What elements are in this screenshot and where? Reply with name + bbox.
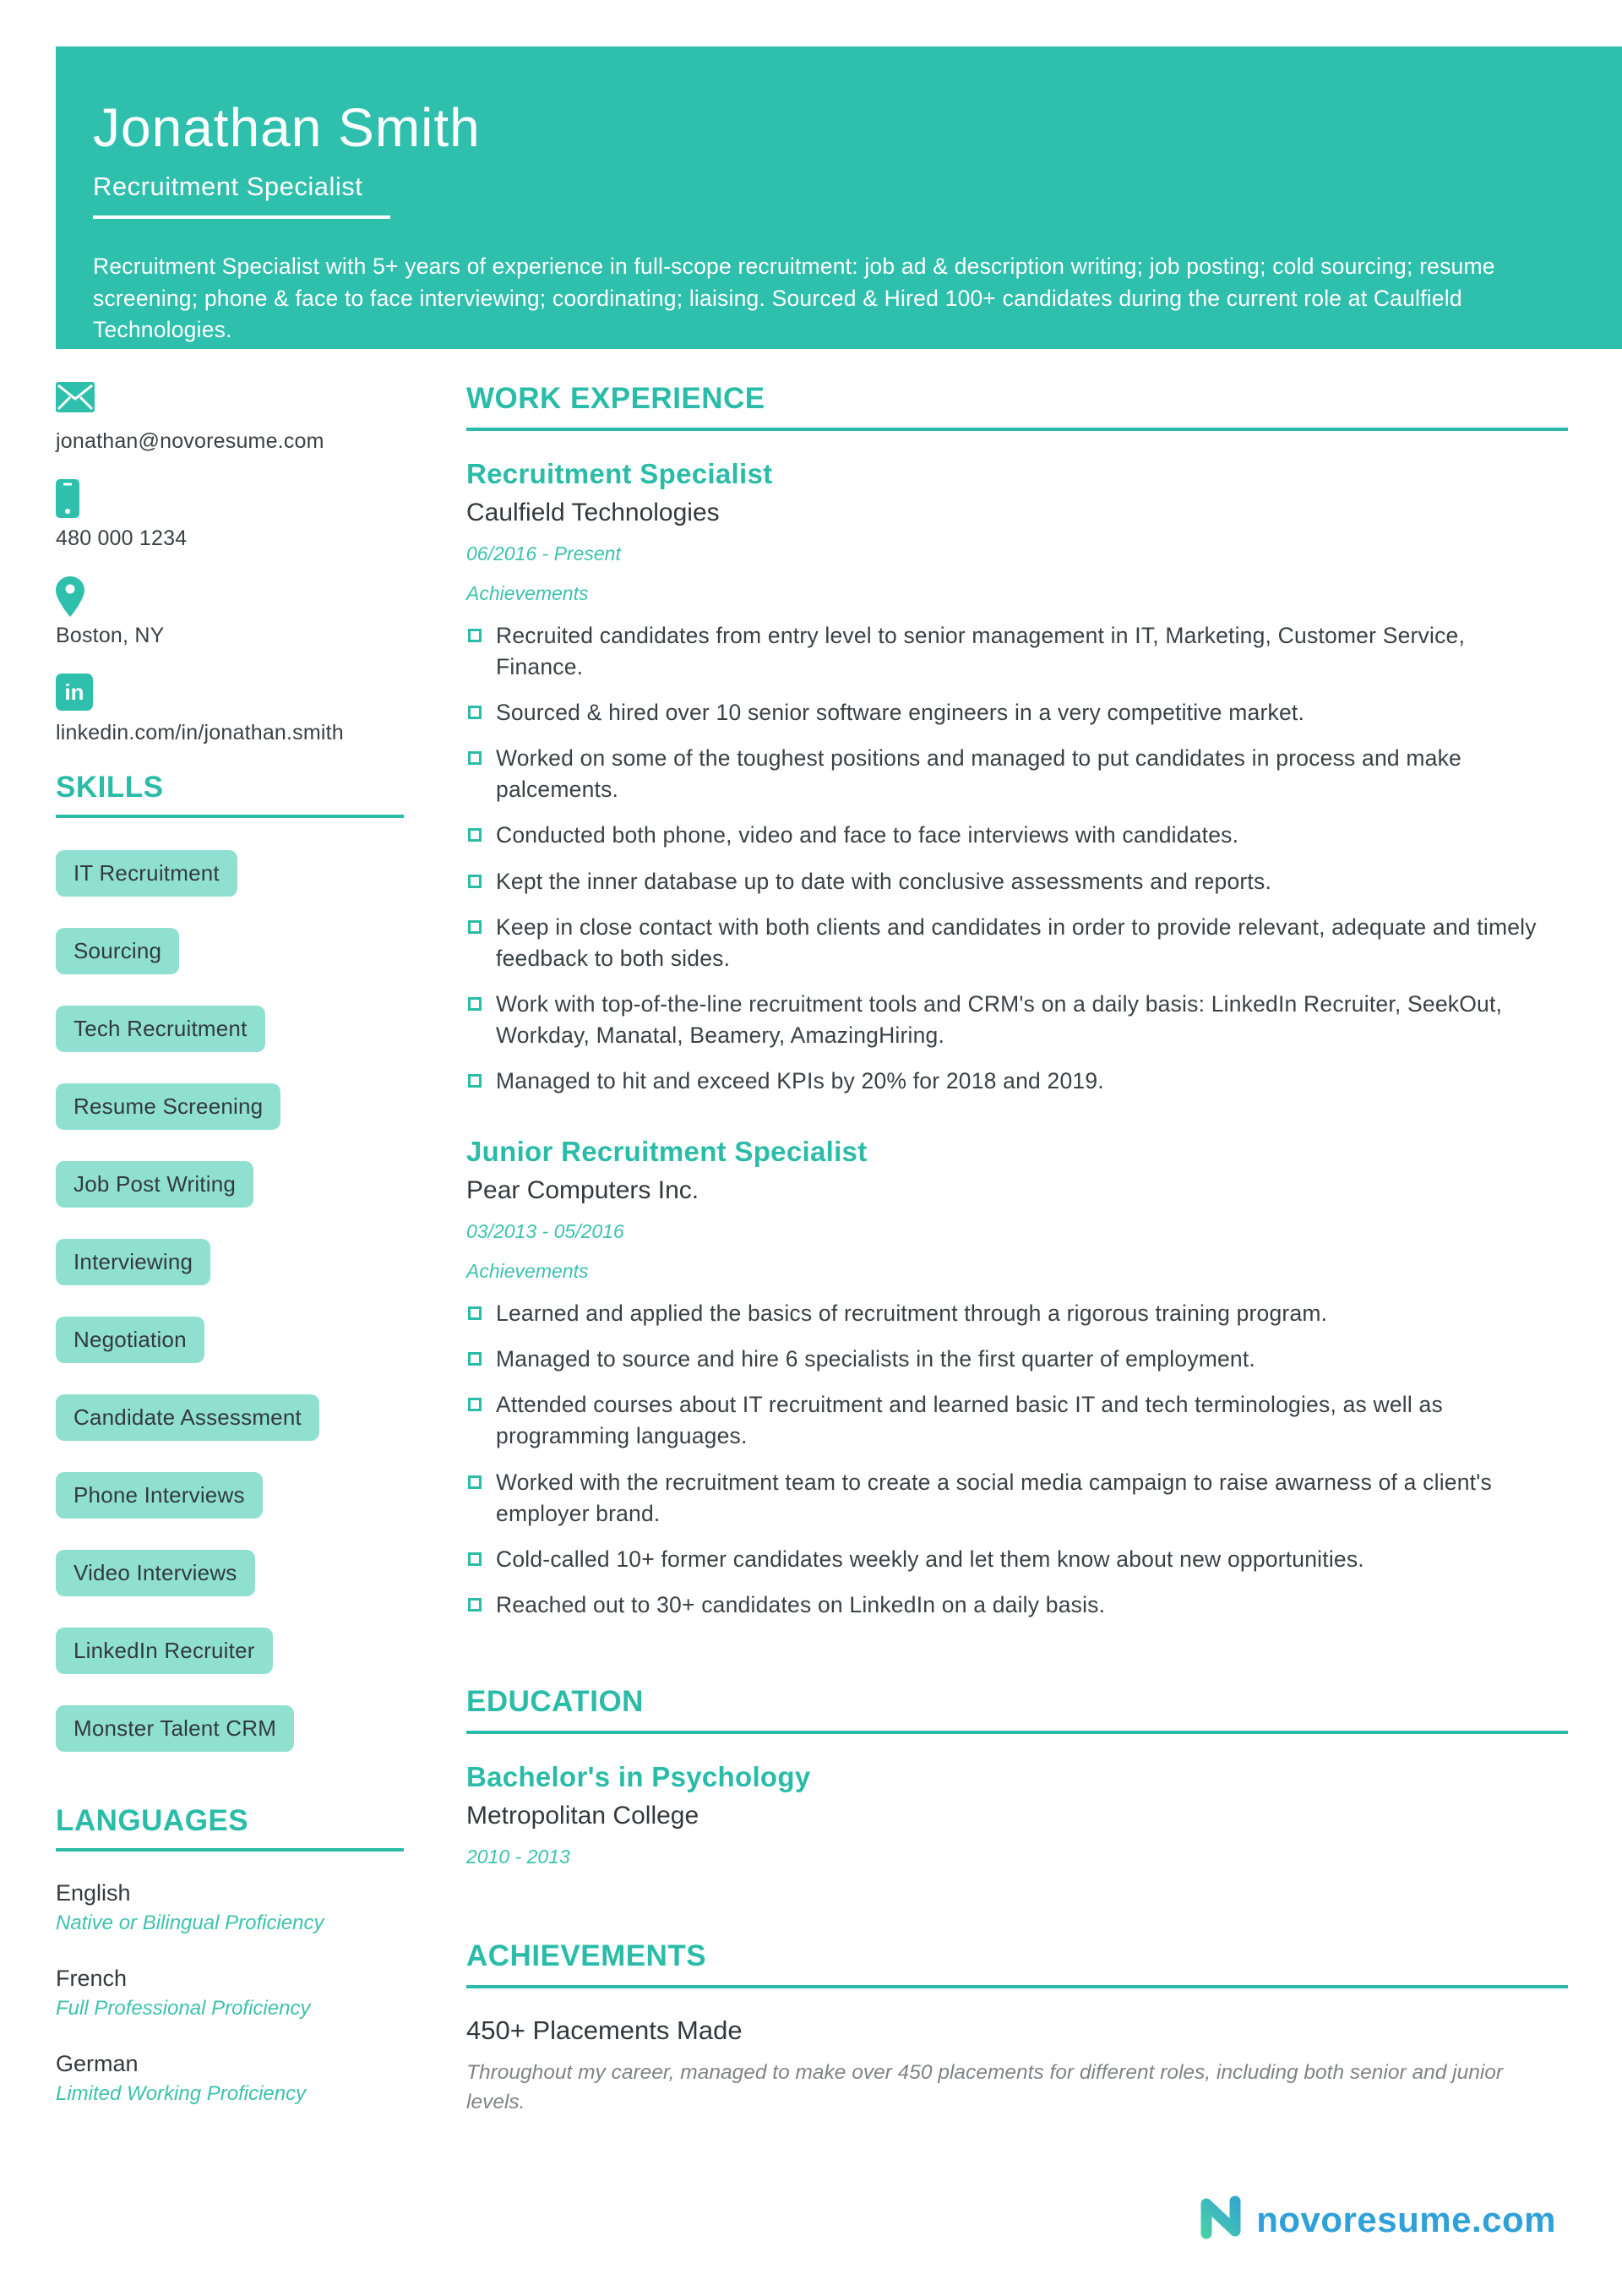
square-bullet-icon (468, 1306, 482, 1320)
bullet-item (466, 1544, 1568, 1575)
square-bullet-icon (468, 706, 482, 719)
bullet-item (466, 989, 1568, 1051)
work-experience-section (466, 382, 1568, 1621)
sidebar (56, 382, 404, 2136)
location-pin-icon (56, 576, 404, 615)
language-name: German (56, 2051, 139, 2076)
linkedin-value[interactable]: linkedin.com/in/jonathan.smith (56, 721, 344, 744)
footer-brand[interactable] (1197, 2194, 1556, 2245)
bullet-item (466, 820, 1568, 851)
bullet-item (466, 620, 1568, 683)
contact-location (56, 576, 404, 648)
skill-pill: LinkedIn Recruiter (56, 1628, 273, 1674)
skill-pill: Job Post Writing (56, 1161, 253, 1208)
bullet-item (466, 743, 1568, 805)
languages-list (56, 1880, 404, 2106)
job-dates: 06/2016 - Present (466, 543, 621, 564)
square-bullet-icon (468, 751, 482, 765)
achievements-label: Achievements (466, 1260, 589, 1283)
content-columns (56, 382, 1568, 2136)
email-value[interactable]: jonathan@novoresume.com (56, 429, 324, 453)
language-item (56, 1966, 404, 2021)
profile-summary: Recruitment Specialist with 5+ years of experience in full-scope recruitment: job ad & description writing; job posting; cold sourcing; resume screening; phone & face to face interviewing; coordinating; liaising. Sourced & Hired 100+ candidates during the current role at Caulfield Technologies. (93, 254, 1495, 343)
email-icon (56, 382, 404, 421)
achievement-title: 450+ Placements Made (466, 2015, 743, 2045)
contact-linkedin (56, 674, 404, 745)
school-name: Metropolitan College (466, 1801, 699, 1830)
achievement-description: Throughout my career, managed to make over 450 placements for different roles, including both senior and junior levels. (466, 2060, 1504, 2114)
education-heading: EDUCATION (466, 1685, 1568, 1734)
bullet-text: Attended courses about IT recruitment and learned basic IT and tech terminologies, as well as programming languages. (496, 1392, 1443, 1449)
education-section (466, 1685, 1568, 1868)
person-job-title: Recruitment Specialist (93, 172, 363, 201)
square-bullet-icon (468, 1398, 482, 1411)
degree-title: Bachelor's in Psychology (466, 1760, 811, 1792)
bullet-text: Worked on some of the toughest positions and managed to put candidates in process and make palcements. (496, 745, 1461, 803)
bullet-text: Cold-called 10+ former candidates weekly and let them know about new opportunities. (496, 1546, 1364, 1572)
bullet-item (466, 1467, 1568, 1530)
skills-list (56, 850, 404, 1752)
bullet-item (466, 1590, 1568, 1621)
skill-pill: Phone Interviews (56, 1472, 263, 1519)
linkedin-icon (56, 674, 404, 712)
bullet-text: Managed to hit and exceed KPIs by 20% for 2018 and 2019. (496, 1068, 1104, 1094)
work-experience-heading: WORK EXPERIENCE (466, 382, 1568, 431)
bullet-text: Keep in close contact with both clients and candidates in order to provide relevant, adequate and timely feedback to both sides. (496, 913, 1537, 971)
bullet-item (466, 697, 1568, 728)
skill-pill: Sourcing (56, 928, 179, 974)
square-bullet-icon (468, 1074, 482, 1088)
square-bullet-icon (468, 1475, 482, 1489)
job-role: Recruitment Specialist (466, 458, 773, 489)
bullet-text: Managed to source and hire 6 specialists in the first quarter of employment. (496, 1346, 1255, 1372)
job-bullets (466, 620, 1568, 1097)
bullet-item (466, 1344, 1568, 1375)
achievements-section (466, 1939, 1568, 2118)
skill-pill: IT Recruitment (56, 850, 237, 897)
job-entry (466, 458, 1568, 1097)
skill-pill: Monster Talent CRM (56, 1705, 294, 1752)
bullet-item (466, 866, 1568, 897)
square-bullet-icon (468, 828, 482, 842)
footer-brand-text[interactable]: novoresume.com (1256, 2199, 1556, 2239)
language-level: Full Professional Proficiency (56, 1997, 311, 2020)
header-band (56, 46, 1622, 349)
job-company: Caulfield Technologies (466, 499, 720, 526)
square-bullet-icon (468, 875, 482, 888)
job-dates: 03/2013 - 05/2016 (466, 1220, 624, 1243)
phone-value: 480 000 1234 (56, 526, 188, 550)
skill-pill: Negotiation (56, 1317, 204, 1363)
contact-email (56, 382, 404, 454)
languages-section (56, 1804, 404, 2106)
language-item (56, 1880, 404, 1935)
bullet-text: Sourced & hired over 10 senior software engineers in a very competitive market. (496, 700, 1305, 726)
job-entry (466, 1136, 1568, 1621)
education-dates: 2010 - 2013 (466, 1845, 570, 1868)
square-bullet-icon (468, 629, 482, 642)
bullet-text: Worked with the recruitment team to create a social media campaign to raise awarness of a client's employer brand. (496, 1469, 1492, 1526)
bullet-text: Work with top-of-the-line recruitment tools and CRM's on a daily basis: LinkedIn Recruiter, SeekOut, Workday, Manatal, Beamery, AmazingHiring. (496, 990, 1503, 1048)
language-level: Native or Bilingual Proficiency (56, 1912, 324, 1934)
square-bullet-icon (468, 997, 482, 1011)
bullet-text: Recruited candidates from entry level to senior management in IT, Marketing, Customer Service, Finance. (496, 623, 1466, 680)
skill-pill: Candidate Assessment (56, 1394, 319, 1441)
bullet-item (466, 1066, 1568, 1097)
achievements-heading: ACHIEVEMENTS (466, 1939, 1568, 1988)
bullet-item (466, 912, 1568, 974)
title-underline (93, 215, 390, 219)
main-column (466, 382, 1568, 2136)
language-item (56, 2051, 404, 2106)
square-bullet-icon (468, 1552, 482, 1566)
novoresume-logo-icon (1197, 2194, 1244, 2245)
skill-pill: Interviewing (56, 1239, 210, 1285)
bullet-item (466, 1298, 1568, 1329)
skills-heading: SKILLS (56, 771, 404, 818)
language-name: English (56, 1880, 131, 1906)
square-bullet-icon (468, 1598, 482, 1612)
job-bullets (466, 1298, 1568, 1621)
phone-icon (56, 479, 404, 518)
achievements-label: Achievements (466, 582, 589, 604)
square-bullet-icon (468, 1352, 482, 1366)
bullet-text: Conducted both phone, video and face to face interviews with candidates. (496, 822, 1239, 848)
languages-heading: LANGUAGES (56, 1804, 404, 1852)
square-bullet-icon (468, 920, 482, 934)
svg-text:in: in (64, 679, 84, 705)
bullet-text: Kept the inner database up to date with conclusive assessments and reports. (496, 868, 1272, 894)
skill-pill: Tech Recruitment (56, 1006, 265, 1052)
location-value: Boston, NY (56, 624, 165, 647)
person-name: Jonathan Smith (93, 97, 481, 158)
job-company: Pear Computers Inc. (466, 1176, 699, 1205)
skill-pill: Video Interviews (56, 1550, 255, 1596)
skill-pill: Resume Screening (56, 1083, 280, 1130)
contact-phone (56, 479, 404, 551)
language-name: French (56, 1966, 128, 1991)
job-role: Junior Recruitment Specialist (466, 1136, 868, 1168)
bullet-text: Learned and applied the basics of recruitment through a rigorous training program. (496, 1301, 1328, 1327)
bullet-text: Reached out to 30+ candidates on LinkedIn on a daily basis. (496, 1591, 1106, 1617)
bullet-item (466, 1389, 1568, 1452)
skills-section (56, 771, 404, 1752)
language-level: Limited Working Proficiency (56, 2082, 307, 2105)
